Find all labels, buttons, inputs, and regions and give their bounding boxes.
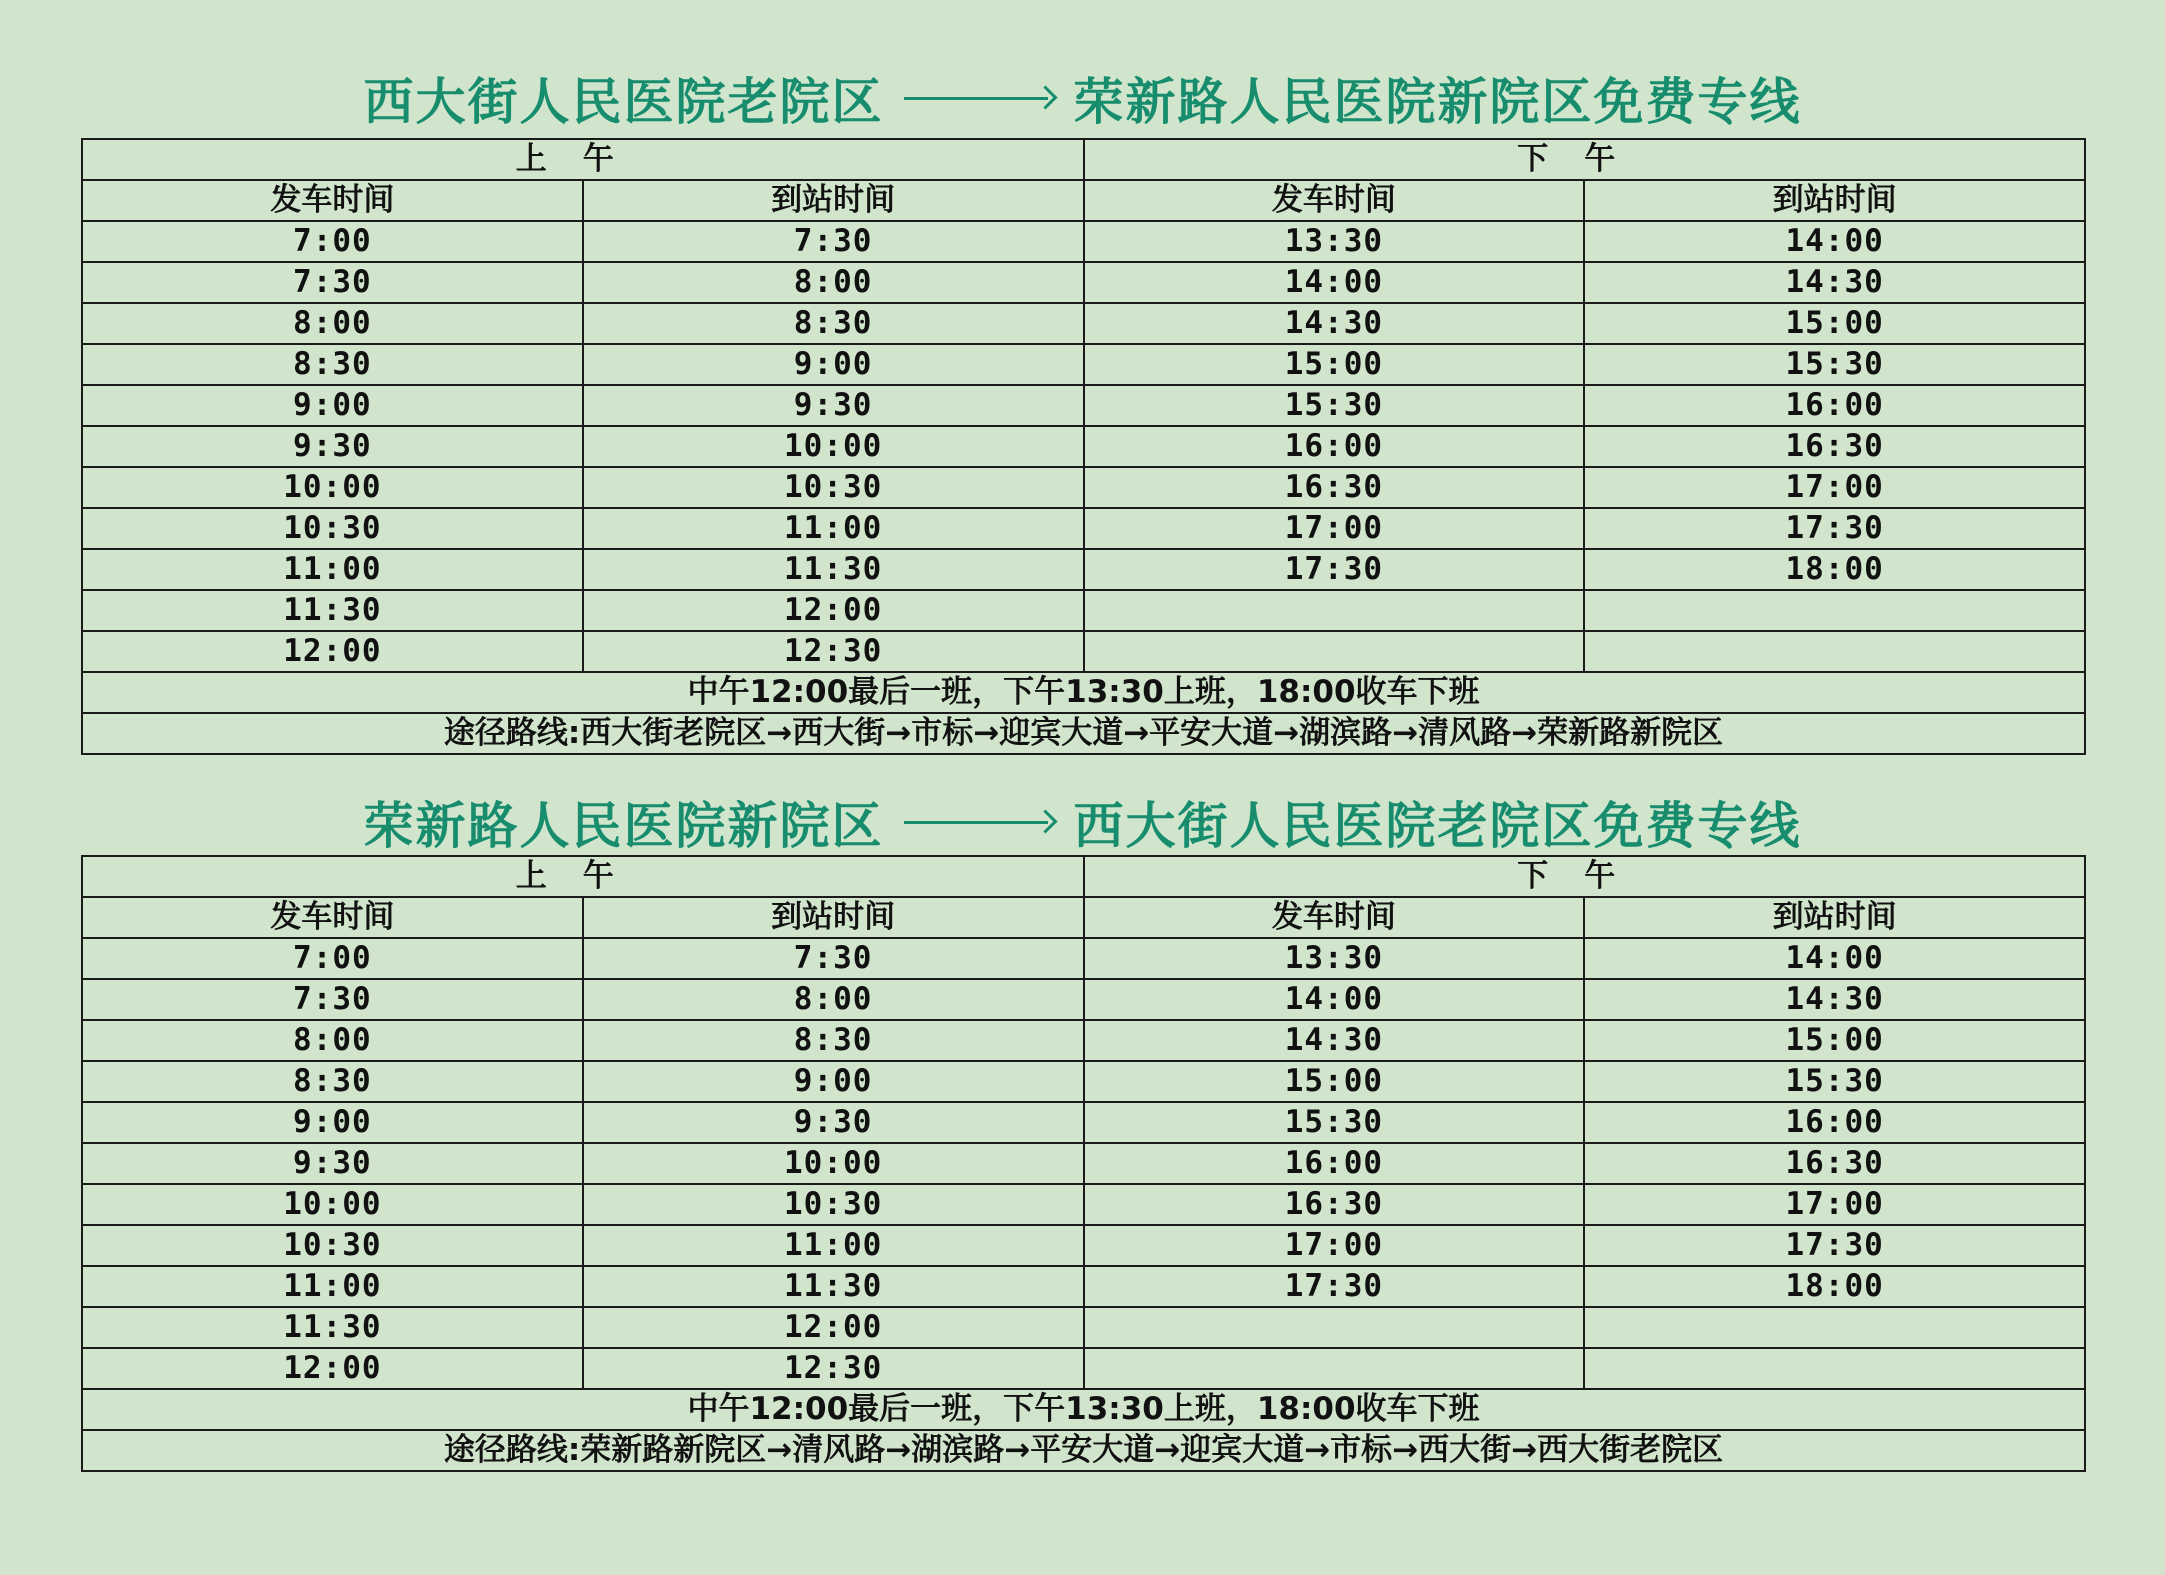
am-departure-cell: 8:30 xyxy=(82,344,583,385)
pm-departure-cell: 16:00 xyxy=(1084,426,1585,467)
table-row xyxy=(82,590,2085,631)
pm-departure-cell: 14:30 xyxy=(1084,1020,1585,1061)
am-arrival-cell: 12:30 xyxy=(583,1348,1084,1389)
am-departure-cell: 9:30 xyxy=(82,426,583,467)
arrival-time-header: 到站时间 xyxy=(583,897,1084,938)
am-arrival-cell: 11:30 xyxy=(583,549,1084,590)
am-arrival-cell: 7:30 xyxy=(583,221,1084,262)
table-row xyxy=(82,508,2085,549)
am-arrival-cell: 7:30 xyxy=(583,938,1084,979)
departure-time-header: 发车时间 xyxy=(82,180,583,221)
am-arrival-cell: 12:00 xyxy=(583,590,1084,631)
table-row xyxy=(82,467,2085,508)
am-arrival-cell: 8:30 xyxy=(583,1020,1084,1061)
pm-departure-cell: 14:00 xyxy=(1084,979,1585,1020)
pm-arrival-cell: 18:00 xyxy=(1584,549,2085,590)
table-row xyxy=(82,344,2085,385)
pm-departure-cell: 13:30 xyxy=(1084,221,1585,262)
am-departure-cell: 8:00 xyxy=(82,1020,583,1061)
am-departure-cell: 10:30 xyxy=(82,1225,583,1266)
pm-departure-cell xyxy=(1084,1348,1585,1389)
table-row xyxy=(82,938,2085,979)
am-arrival-cell: 10:00 xyxy=(583,426,1084,467)
pm-arrival-cell: 15:00 xyxy=(1584,303,2085,344)
am-departure-cell: 10:00 xyxy=(82,1184,583,1225)
pm-arrival-cell: 14:00 xyxy=(1584,221,2085,262)
route-description: 途径路线:西大街老院区→西大街→市标→迎宾大道→平安大道→湖滨路→清风路→荣新路新院区 xyxy=(82,713,2085,754)
schedule-note-row xyxy=(82,1389,2085,1430)
am-arrival-cell: 11:00 xyxy=(583,1225,1084,1266)
am-departure-cell: 9:00 xyxy=(82,385,583,426)
am-departure-cell: 7:30 xyxy=(82,262,583,303)
am-departure-cell: 9:30 xyxy=(82,1143,583,1184)
am-departure-cell: 11:30 xyxy=(82,590,583,631)
pm-arrival-cell: 18:00 xyxy=(1584,1266,2085,1307)
pm-arrival-cell: 17:00 xyxy=(1584,1184,2085,1225)
am-departure-cell: 7:30 xyxy=(82,979,583,1020)
route-description: 途径路线:荣新路新院区→清风路→湖滨路→平安大道→迎宾大道→市标→西大街→西大街老院区 xyxy=(82,1430,2085,1471)
am-departure-cell: 12:00 xyxy=(82,631,583,672)
pm-arrival-cell: 16:00 xyxy=(1584,1102,2085,1143)
pm-arrival-cell: 17:30 xyxy=(1584,508,2085,549)
schedule-note-row xyxy=(82,672,2085,713)
am-arrival-cell: 9:30 xyxy=(583,385,1084,426)
pm-departure-cell: 16:00 xyxy=(1084,1143,1585,1184)
table-row xyxy=(82,1184,2085,1225)
pm-departure-cell: 13:30 xyxy=(1084,938,1585,979)
pm-departure-cell xyxy=(1084,631,1585,672)
morning-label: 上午 xyxy=(82,139,1084,180)
table-row xyxy=(82,1102,2085,1143)
timetable-section-old-to-new xyxy=(0,58,2165,751)
am-arrival-cell: 11:30 xyxy=(583,1266,1084,1307)
title-destination: 荣新路人民医院新院区免费专线 xyxy=(1073,73,1802,131)
am-arrival-cell: 8:30 xyxy=(583,303,1084,344)
am-departure-cell: 11:30 xyxy=(82,1307,583,1348)
pm-arrival-cell: 17:00 xyxy=(1584,467,2085,508)
column-header-row xyxy=(82,180,2085,221)
am-arrival-cell: 10:30 xyxy=(583,1184,1084,1225)
am-departure-cell: 11:00 xyxy=(82,1266,583,1307)
pm-arrival-cell: 16:30 xyxy=(1584,426,2085,467)
pm-departure-cell: 17:30 xyxy=(1084,549,1585,590)
right-arrow-icon xyxy=(904,808,1054,836)
pm-departure-cell: 17:30 xyxy=(1084,1266,1585,1307)
title-origin: 西大街人民医院老院区 xyxy=(363,73,884,131)
period-header-row xyxy=(82,139,2085,180)
route-row xyxy=(82,713,2085,754)
schedule-note: 中午12:00最后一班，下午13:30上班，18:00收车下班 xyxy=(82,672,2085,713)
pm-departure-cell: 16:30 xyxy=(1084,467,1585,508)
arrival-time-header: 到站时间 xyxy=(1584,897,2085,938)
pm-arrival-cell xyxy=(1584,1348,2085,1389)
table-row xyxy=(82,549,2085,590)
arrival-time-header: 到站时间 xyxy=(583,180,1084,221)
am-arrival-cell: 8:00 xyxy=(583,262,1084,303)
section-title xyxy=(0,58,2165,138)
table-row xyxy=(82,1061,2085,1102)
am-arrival-cell: 12:30 xyxy=(583,631,1084,672)
am-departure-cell: 8:30 xyxy=(82,1061,583,1102)
departure-time-header: 发车时间 xyxy=(1084,180,1585,221)
am-arrival-cell: 11:00 xyxy=(583,508,1084,549)
table-row xyxy=(82,1143,2085,1184)
am-arrival-cell: 10:30 xyxy=(583,467,1084,508)
am-departure-cell: 11:00 xyxy=(82,549,583,590)
timetable-section-new-to-old xyxy=(0,782,2165,1468)
right-arrow-icon xyxy=(904,84,1054,112)
pm-arrival-cell: 15:30 xyxy=(1584,344,2085,385)
am-departure-cell: 7:00 xyxy=(82,221,583,262)
pm-departure-cell: 15:00 xyxy=(1084,344,1585,385)
pm-departure-cell: 15:30 xyxy=(1084,1102,1585,1143)
pm-arrival-cell: 14:30 xyxy=(1584,979,2085,1020)
afternoon-label: 下午 xyxy=(1084,856,2086,897)
afternoon-label: 下午 xyxy=(1084,139,2086,180)
pm-departure-cell: 15:00 xyxy=(1084,1061,1585,1102)
title-origin: 荣新路人民医院新院区 xyxy=(363,797,884,855)
table-row xyxy=(82,426,2085,467)
am-departure-cell: 7:00 xyxy=(82,938,583,979)
pm-departure-cell: 17:00 xyxy=(1084,1225,1585,1266)
am-departure-cell: 10:00 xyxy=(82,467,583,508)
departure-time-header: 发车时间 xyxy=(82,897,583,938)
pm-arrival-cell: 15:00 xyxy=(1584,1020,2085,1061)
morning-label: 上午 xyxy=(82,856,1084,897)
table-row xyxy=(82,1020,2085,1061)
pm-departure-cell: 16:30 xyxy=(1084,1184,1585,1225)
table-row xyxy=(82,303,2085,344)
table-row xyxy=(82,1307,2085,1348)
pm-departure-cell xyxy=(1084,590,1585,631)
pm-arrival-cell: 16:30 xyxy=(1584,1143,2085,1184)
arrival-time-header: 到站时间 xyxy=(1584,180,2085,221)
pm-arrival-cell xyxy=(1584,631,2085,672)
am-departure-cell: 9:00 xyxy=(82,1102,583,1143)
am-arrival-cell: 8:00 xyxy=(583,979,1084,1020)
route-row xyxy=(82,1430,2085,1471)
pm-arrival-cell: 14:00 xyxy=(1584,938,2085,979)
am-arrival-cell: 9:00 xyxy=(583,344,1084,385)
departure-time-header: 发车时间 xyxy=(1084,897,1585,938)
am-arrival-cell: 9:00 xyxy=(583,1061,1084,1102)
pm-arrival-cell xyxy=(1584,590,2085,631)
column-header-row xyxy=(82,897,2085,938)
schedule-table xyxy=(81,138,2086,755)
pm-arrival-cell: 17:30 xyxy=(1584,1225,2085,1266)
title-destination: 西大街人民医院老院区免费专线 xyxy=(1073,797,1802,855)
table-row xyxy=(82,1225,2085,1266)
am-arrival-cell: 12:00 xyxy=(583,1307,1084,1348)
schedule-note: 中午12:00最后一班，下午13:30上班，18:00收车下班 xyxy=(82,1389,2085,1430)
am-departure-cell: 8:00 xyxy=(82,303,583,344)
am-departure-cell: 12:00 xyxy=(82,1348,583,1389)
period-header-row xyxy=(82,856,2085,897)
table-row xyxy=(82,385,2085,426)
pm-departure-cell: 17:00 xyxy=(1084,508,1585,549)
pm-arrival-cell: 16:00 xyxy=(1584,385,2085,426)
section-title xyxy=(0,782,2165,862)
table-row xyxy=(82,1266,2085,1307)
am-arrival-cell: 9:30 xyxy=(583,1102,1084,1143)
pm-arrival-cell: 15:30 xyxy=(1584,1061,2085,1102)
pm-departure-cell: 14:00 xyxy=(1084,262,1585,303)
am-arrival-cell: 10:00 xyxy=(583,1143,1084,1184)
schedule-table xyxy=(81,855,2086,1472)
table-row xyxy=(82,1348,2085,1389)
am-departure-cell: 10:30 xyxy=(82,508,583,549)
table-row xyxy=(82,631,2085,672)
pm-departure-cell: 14:30 xyxy=(1084,303,1585,344)
table-row xyxy=(82,979,2085,1020)
table-row xyxy=(82,221,2085,262)
pm-arrival-cell xyxy=(1584,1307,2085,1348)
pm-departure-cell xyxy=(1084,1307,1585,1348)
pm-departure-cell: 15:30 xyxy=(1084,385,1585,426)
pm-arrival-cell: 14:30 xyxy=(1584,262,2085,303)
table-row xyxy=(82,262,2085,303)
